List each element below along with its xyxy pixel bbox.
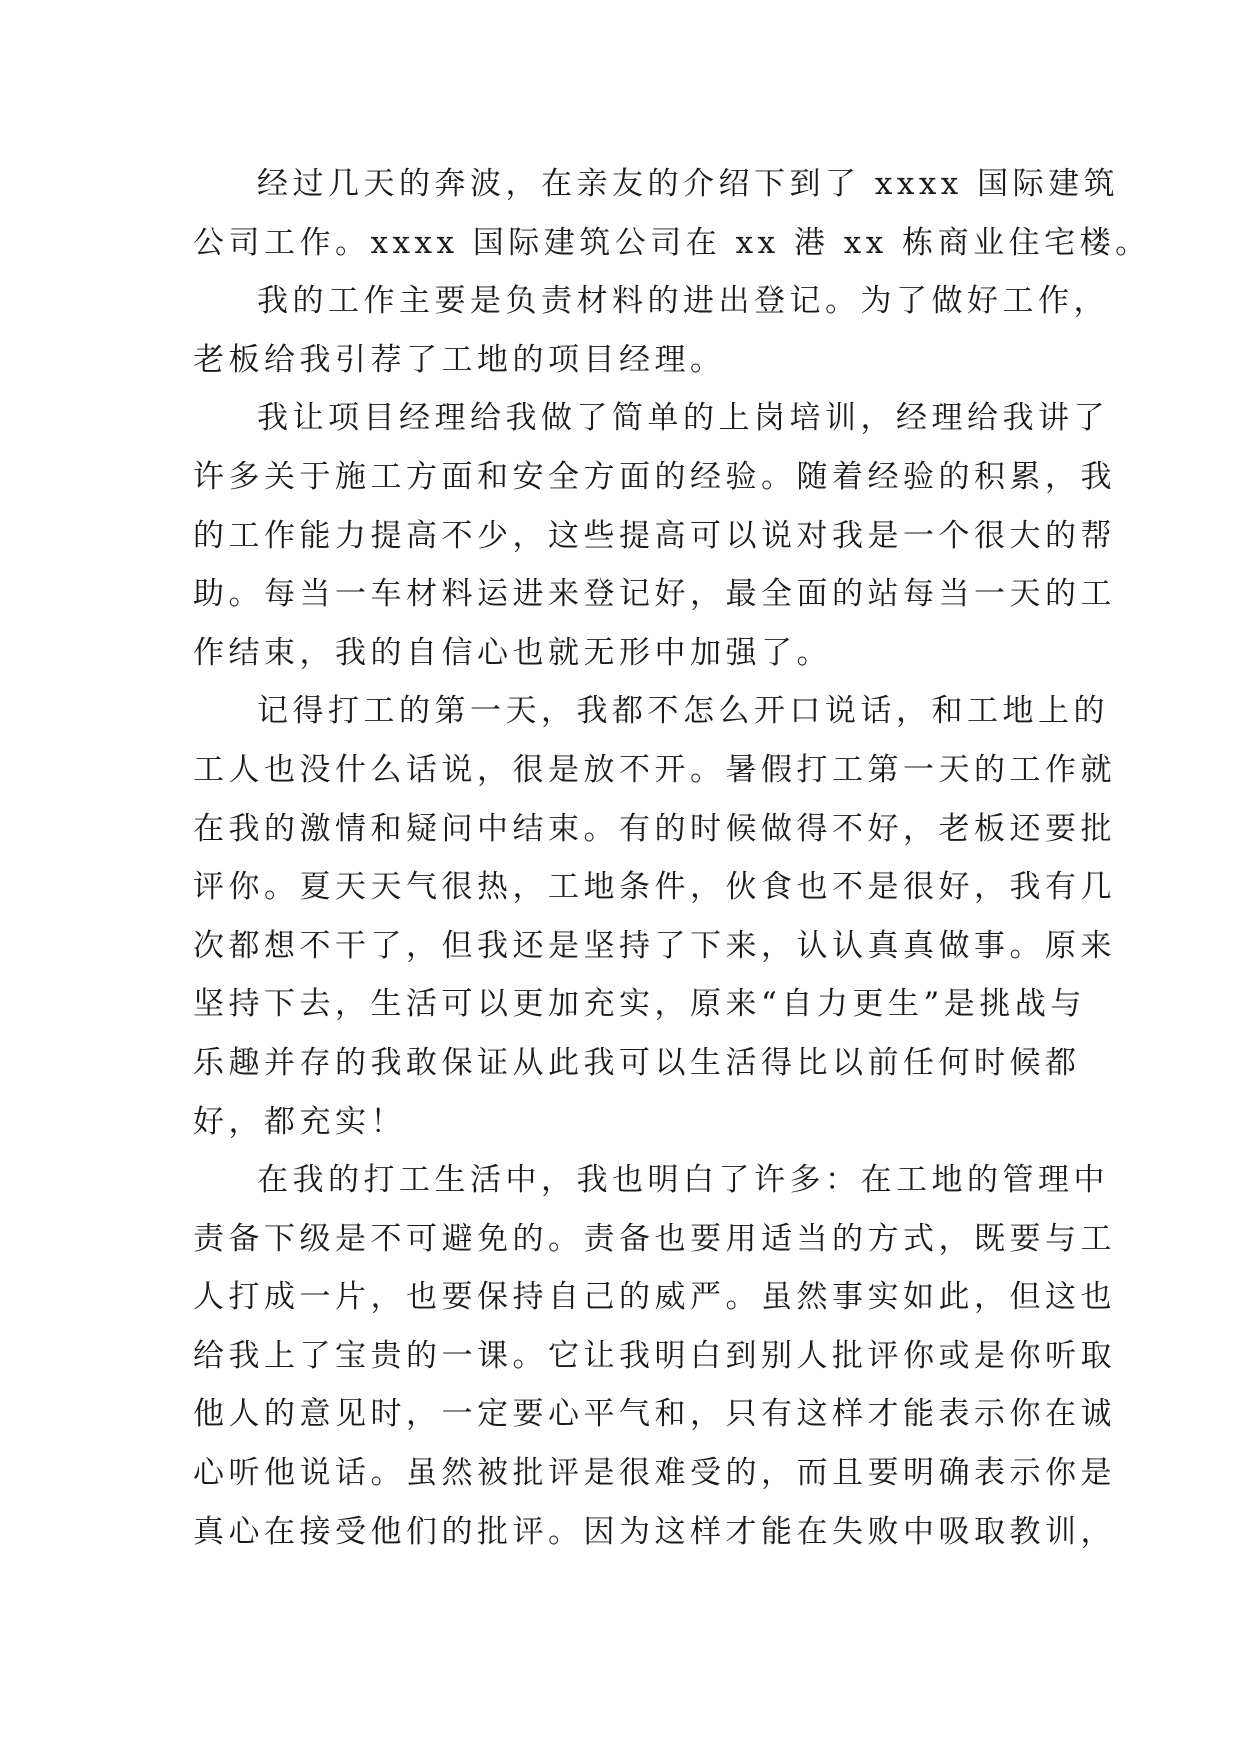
document-body	[193, 155, 1151, 1561]
text-line: 工人也没什么话说，很是放不开。暑假打工第一天的工作就	[193, 751, 1116, 788]
text-line: 我让项目经理给我做了简单的上岗培训，经理给我讲了	[257, 400, 1109, 437]
text-line: 真心在接受他们的批评。因为这样才能在失败中吸取教训，	[193, 1513, 1116, 1550]
text-line: 乐趣并存的我敢保证从此我可以生活得比以前任何时候都	[193, 1044, 1081, 1081]
text-line: 在我的打工生活中，我也明白了许多：在工地的管理中	[257, 1162, 1109, 1199]
text-line: 老板给我引荐了工地的项目经理。	[193, 341, 726, 378]
text-line: 评你。夏天天气很热，工地条件，伙食也不是很好，我有几	[193, 869, 1116, 906]
text-line: 作结束，我的自信心也就无形中加强了。	[193, 634, 832, 671]
text-line: 坚持下去，生活可以更加充实，原来“自力更生”是挑战与	[193, 986, 1086, 1023]
text-line: 许多关于施工方面和安全方面的经验。随着经验的积累，我	[193, 458, 1116, 495]
text-line: 公司工作。xxxx 国际建筑公司在 xx 港 xx 栋商业住宅楼。	[193, 224, 1151, 261]
text-line: 心听他说话。虽然被批评是很难受的，而且要明确表示你是	[193, 1455, 1116, 1492]
text-line: 经过几天的奔波，在亲友的介绍下到了 xxxx 国际建筑	[257, 166, 1120, 202]
text-line: 他人的意见时，一定要心平气和，只有这样才能表示你在诚	[193, 1396, 1116, 1433]
text-line: 次都想不干了，但我还是坚持了下来，认认真真做事。原来	[193, 927, 1116, 964]
text-line: 助。每当一车材料运进来登记好，最全面的站每当一天的工	[193, 576, 1116, 613]
text-line: 好，都充实！	[193, 1103, 406, 1140]
text-line: 人打成一片，也要保持自己的威严。虽然事实如此，但这也	[193, 1279, 1116, 1316]
text-line: 给我上了宝贵的一课。它让我明白到别人批评你或是你听取	[193, 1337, 1116, 1374]
text-line: 我的工作主要是负责材料的进出登记。为了做好工作，	[257, 283, 1109, 320]
text-line: 在我的激情和疑问中结束。有的时候做得不好，老板还要批	[193, 810, 1116, 847]
text-line: 记得打工的第一天，我都不怎么开口说话，和工地上的	[257, 693, 1109, 730]
text-line: 责备下级是不可避免的。责备也要用适当的方式，既要与工	[193, 1220, 1116, 1257]
text-line: 的工作能力提高不少，这些提高可以说对我是一个很大的帮	[193, 517, 1116, 554]
